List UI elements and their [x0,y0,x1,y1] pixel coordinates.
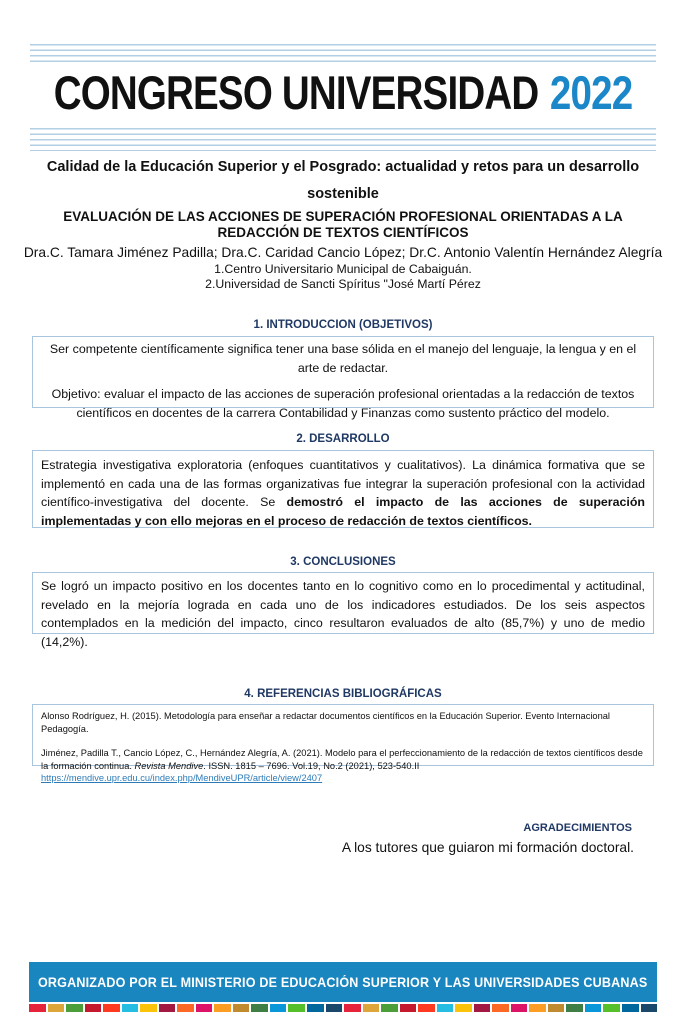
reference-2-text: Jiménez, Padilla T., Cancio López, C., Hernández Alegría, A. (2021). Modelo para el perfeccionamiento de la redacción de textos científicos desde la formación continua. [41,748,643,771]
agradecimientos-text: A los tutores que guiaron mi formación doctoral. [341,840,634,855]
heading-conclusiones: 3. CONCLUSIONES [290,556,396,568]
sdg-color-segment [529,1004,546,1012]
sdg-color-segment [455,1004,472,1012]
reference-1: Alonso Rodríguez, H. (2015). Metodología para enseñar a redactar documentos científicos en la Educación Superior. Evento Internacional Pedagogía. [41,711,610,734]
sdg-color-segment [326,1004,343,1012]
sdg-color-segment [270,1004,287,1012]
congress-year: 2022 [549,65,633,119]
authors-line: Dra.C. Tamara Jiménez Padilla; Dra.C. Caridad Cancio López; Dr.C. Antonio Valentín Hernández Alegría [23,245,663,260]
event-theme [0,154,686,208]
sdg-color-segment [122,1004,139,1012]
intro-paragraph-1: Ser competente científicamente significa tener una base sólida en el manejo del lenguaje, la lengua y en el arte de redactar. [49,342,637,375]
sdg-color-segment [381,1004,398,1012]
event-theme-line1: Calidad de la Educación Superior y el Posgrado: actualidad y retos para un desarrollo [46,159,640,175]
heading-introduccion: 1. INTRODUCCION (OBJETIVOS) [253,319,433,331]
sdg-color-segment [641,1004,658,1012]
congress-title-text: CONGRESO UNIVERSIDAD [53,65,539,119]
sdg-color-segment [196,1004,213,1012]
footer [0,962,686,1024]
sdg-color-segment [585,1004,602,1012]
box-conclusiones [32,572,654,649]
box-desarrollo [32,450,654,528]
footer-banner [29,962,657,1002]
sdg-color-segment [140,1004,157,1012]
sdg-color-segment [103,1004,120,1012]
sdg-color-segment [48,1004,65,1012]
reference-2-issn: . ISSN. 1815 – 7696. Vol.19, No.2 (2021), 523-540.II [203,760,420,771]
affiliation-1: 1.Centro Universitario Municipal de Cabaiguán. [214,262,472,276]
sdg-color-segment [233,1004,250,1012]
poster-title: EVALUACIÓN DE LAS ACCIONES DE SUPERACIÓN PROFESIONAL ORIENTADAS A LA REDACCIÓN DE TEXTOS CIENTÍFICOS [63,209,623,240]
box-introduccion [32,336,654,420]
sdg-color-segment [85,1004,102,1012]
congress-title [53,65,633,119]
sdg-color-segment [363,1004,380,1012]
desarrollo-text-bold: demostró el impacto de las acciones de superación implementadas y con ello mejoras en el proceso de redacción de textos científicos. [41,495,645,528]
affiliation-2: 2.Universidad de Sancti Spíritus "José Martí Pérez [205,277,481,291]
footer-banner-text: ORGANIZADO POR EL MINISTERIO DE EDUCACIÓN SUPERIOR Y LAS UNIVERSIDADES CUBANAS [38,974,648,990]
sdg-color-segment [307,1004,324,1012]
sdg-color-segment [603,1004,620,1012]
sdg-color-segment [622,1004,639,1012]
reference-2-link[interactable]: https://mendive.upr.edu.cu/index.php/MendiveUPR/article/view/2407 [41,773,323,783]
sdg-color-segment [566,1004,583,1012]
sdg-color-segment [548,1004,565,1012]
heading-referencias: 4. REFERENCIAS BIBLIOGRÁFICAS [244,688,442,700]
heading-desarrollo: 2. DESARROLLO [296,433,390,445]
sdg-color-segment [214,1004,231,1012]
sdg-color-segment [344,1004,361,1012]
sdg-color-strip [29,1004,657,1012]
sdg-color-segment [511,1004,528,1012]
sdg-color-segment [159,1004,176,1012]
title-decorative-lines [30,128,656,151]
sdg-color-segment [437,1004,454,1012]
desarrollo-text: Estrategia investigativa exploratoria (enfoques cuantitativos y cualitativos). La dinámica formativa que se implementó en cada una de las formas organizativas fue integrar la superación profesional con la actividad científico-investigativa del docente. Se [41,458,645,509]
sdg-color-segment [418,1004,435,1012]
top-decorative-lines [30,44,656,62]
conclusiones-text: Se logró un impacto positivo en los docentes tanto en lo cognitivo como en lo procedimental y actitudinal, revelado en la mejoría lograda en cada uno de los indicadores estudiados. De los seis aspectos contemplados en la medición del impacto, cinco resultaron evaluados de alto (85,7%) y uno de medio (14,2%). [41,579,645,649]
box-referencias [32,704,654,783]
sdg-color-segment [288,1004,305,1012]
sdg-color-segment [177,1004,194,1012]
sdg-color-segment [29,1004,46,1012]
intro-paragraph-2: Objetivo: evaluar el impacto de las acciones de superación profesional orientadas a la redacción de textos científicos en docentes de la carrera Contabilidad y Finanzas como sustento práctico del modelo. [51,387,635,420]
heading-agradecimientos: AGRADECIMIENTOS [523,822,632,834]
sdg-color-segment [66,1004,83,1012]
sdg-color-segment [492,1004,509,1012]
reference-2 [41,747,645,785]
sdg-color-segment [251,1004,268,1012]
event-theme-line2: sostenible [307,186,379,202]
sdg-color-segment [474,1004,491,1012]
sdg-color-segment [400,1004,417,1012]
reference-2-journal: Revista Mendive [134,760,204,771]
